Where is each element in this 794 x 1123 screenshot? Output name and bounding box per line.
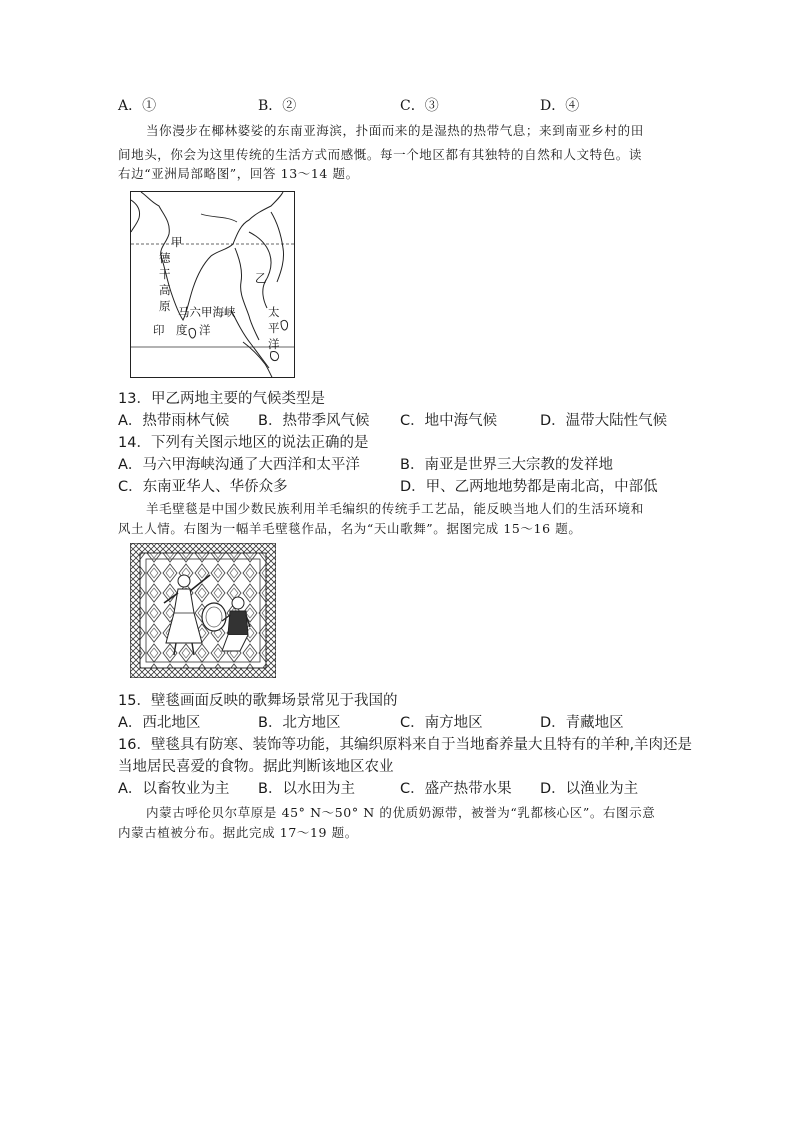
q12-option-c: C．③ — [400, 98, 439, 114]
map-label-yi: 乙 — [255, 271, 267, 285]
intro1-line1: 当你漫步在椰林婆娑的东南亚海滨，扑面而来的是湿热的热带气息；来到南亚乡村的田 — [146, 123, 644, 138]
q16-stem-line1: 16．壁毯具有防寒、装饰等功能，其编织原料来自于当地畜养量大且特有的羊种,羊肉还是 — [118, 737, 693, 753]
q15-option-a: A．西北地区 — [118, 715, 201, 731]
q15-option-d: D．青藏地区 — [540, 715, 624, 731]
q13-option-b: B．热带季风气候 — [258, 413, 370, 429]
intro2-line1: 羊毛壁毯是中国少数民族利用羊毛编织的传统手工艺品，能反映当地人们的生活环境和 — [146, 501, 644, 516]
q14-stem: 14．下列有关图示地区的说法正确的是 — [118, 435, 369, 451]
q14-option-b: B．南亚是世界三大宗教的发祥地 — [400, 457, 613, 473]
tianshan-dance-carpet-image — [130, 543, 276, 678]
q16-option-a: A．以畜牧业为主 — [118, 781, 230, 797]
q14-option-a: A．马六甲海峡沟通了大西洋和太平洋 — [118, 457, 360, 473]
q16-option-c: C．盛产热带水果 — [400, 781, 512, 797]
map-label-deccan-4: 原 — [159, 299, 171, 313]
q16-option-d: D．以渔业为主 — [540, 781, 639, 797]
q13-option-a: A．热带雨林气候 — [118, 413, 230, 429]
q12-option-a: A．① — [118, 98, 157, 114]
q14-option-d: D．甲、乙两地地势都是南北高，中部低 — [400, 479, 658, 495]
map-label-pacific-1: 太 — [268, 305, 280, 319]
q16-option-b: B．以水田为主 — [258, 781, 355, 797]
asia-partial-map — [130, 191, 295, 378]
intro1-line3: 右边“亚洲局部略图”，回答 13～14 题。 — [118, 166, 359, 181]
map-label-deccan-1: 德 — [159, 251, 171, 265]
q13-stem: 13．甲乙两地主要的气候类型是 — [118, 391, 325, 407]
carpet-drawing — [130, 543, 276, 678]
intro2-line2: 风土人情。右图为一幅羊毛壁毯作品，名为“天山歌舞”。据图完成 15～16 题。 — [118, 521, 582, 536]
intro1-line2: 间地头，你会为这里传统的生活方式而感慨。每一个地区都有其独特的自然和人文特色。读 — [118, 147, 643, 162]
q13-option-d: D．温带大陆性气候 — [540, 413, 668, 429]
q12-option-b: B．② — [258, 98, 297, 114]
map-label-deccan-3: 高 — [159, 283, 171, 297]
intro3-line1: 内蒙古呼伦贝尔草原是 45° N～50° N 的优质奶源带，被誉为“乳都核心区”。右图示意 — [146, 805, 656, 820]
q13-option-c: C．地中海气候 — [400, 413, 498, 429]
intro3-line2: 内蒙古植被分布。据此完成 17～19 题。 — [118, 825, 358, 840]
map-label-malacca: 马六甲海峡 — [178, 305, 236, 319]
q14-option-c: C．东南亚华人、华侨众多 — [118, 479, 288, 495]
q15-option-b: B．北方地区 — [258, 715, 341, 731]
q15-option-c: C．南方地区 — [400, 715, 483, 731]
map-label-deccan-2: 干 — [159, 267, 171, 281]
map-label-indian-ocean: 印 度 洋 — [153, 323, 211, 337]
map-label-pacific-3: 洋 — [268, 337, 280, 351]
q16-stem-line2: 当地居民喜爱的食物。据此判断该地区农业 — [118, 759, 394, 775]
map-label-jia: 甲 — [171, 235, 183, 249]
q12-option-d: D．④ — [540, 98, 580, 114]
q15-stem: 15．壁毯画面反映的歌舞场景常见于我国的 — [118, 693, 398, 709]
map-label-pacific-2: 平 — [268, 321, 280, 335]
